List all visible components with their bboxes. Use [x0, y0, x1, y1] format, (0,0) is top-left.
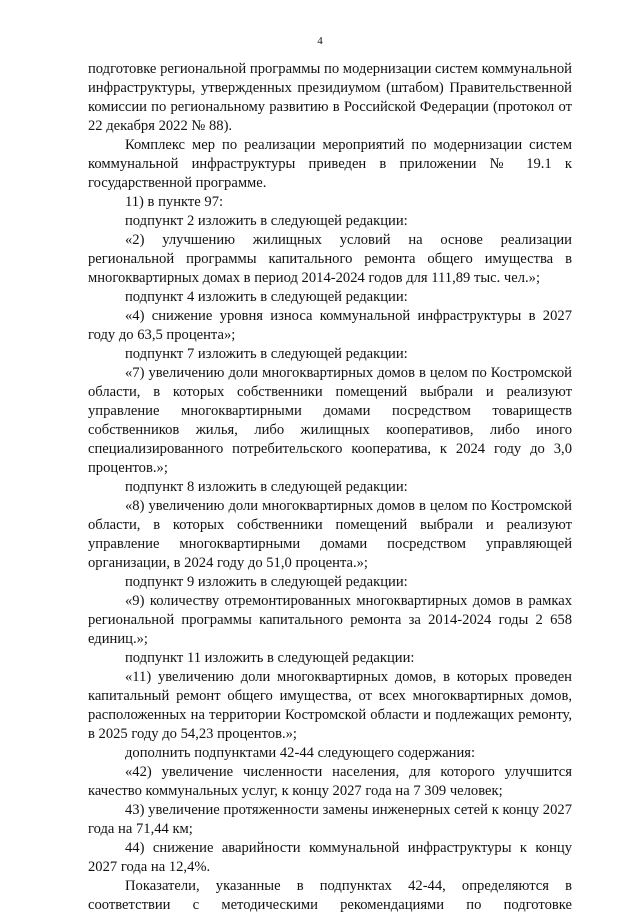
- paragraph: «9) количеству отремонтированных многоквартирных домов в рамках региональной программы капитального ремонта за 2014-2024 годы 2 658 единиц.»;: [88, 593, 572, 647]
- paragraph: 43) увеличение протяженности замены инженерных сетей к концу 2027 года на 71,44 км;: [88, 802, 572, 837]
- paragraph: «2) улучшению жилищных условий на основе реализации региональной программы капитального ремонта общего имущества в многоквартирных домах в период 2014-2024 годов для 111,89 тыс. чел.»;: [88, 232, 572, 286]
- paragraph: подпункт 8 изложить в следующей редакции:: [125, 479, 408, 495]
- page-number: 4: [317, 35, 323, 47]
- paragraph: «7) увеличению доли многоквартирных домов в целом по Костромской области, в которых собственники помещений выбрали и реализуют управление многоквартирными домами посредством товариществ собственников жилья, либо жилищных кооперативов, либо иного специализированного потребительского кооператива, к 2024 году до 3,0 процентов.»;: [88, 365, 572, 476]
- paragraph: дополнить подпунктами 42-44 следующего содержания:: [125, 745, 476, 761]
- paragraph: «8) увеличению доли многоквартирных домов в целом по Костромской области, в которых собственники помещений выбрали и реализуют управление многоквартирными домами посредством управляющей организации, в 2024 году до 51,0 процента.»;: [88, 498, 572, 571]
- paragraph: подпункт 7 изложить в следующей редакции:: [125, 346, 408, 362]
- document-body: [88, 60, 572, 915]
- paragraph: «11) увеличению доли многоквартирных домов, в которых проведен капитальный ремонт общего имущества, от всех многоквартирных домов, расположенных на территории Костромской области и подлежащих ремонту, в 2025 году до 54,23 процентов.»;: [88, 669, 572, 742]
- paragraph: Комплекс мер по реализации мероприятий по модернизации систем коммунальной инфраструктуры приведен в приложении № 19.1 к государственной программе.: [88, 137, 572, 191]
- paragraph: 11) в пункте 97:: [125, 194, 224, 210]
- paragraph: 44) снижение аварийности коммунальной инфраструктуры к концу 2027 года на 12,4%.: [88, 840, 572, 875]
- paragraph: подготовке региональной программы по модернизации систем коммунальной инфраструктуры, утвержденных президиумом (штабом) Правительственной комиссии по региональному развитию в Российской Федерации (протокол от 22 декабря 2022 № 88).: [88, 61, 572, 134]
- paragraph: подпункт 9 изложить в следующей редакции:: [125, 574, 408, 590]
- paragraph: подпункт 2 изложить в следующей редакции:: [125, 213, 408, 229]
- paragraph: Показатели, указанные в подпунктах 42-44, определяются в соответствии с методическими рекомендациями по подготовке: [88, 878, 572, 913]
- paragraph: «4) снижение уровня износа коммунальной инфраструктуры в 2027 году до 63,5 процента»;: [88, 308, 572, 343]
- paragraph: подпункт 4 изложить в следующей редакции:: [125, 289, 408, 305]
- paragraph: подпункт 11 изложить в следующей редакции:: [125, 650, 415, 666]
- paragraph: «42) увеличение численности населения, для которого улучшится качество коммунальных услуг, к концу 2027 года на 7 309 человек;: [88, 764, 572, 799]
